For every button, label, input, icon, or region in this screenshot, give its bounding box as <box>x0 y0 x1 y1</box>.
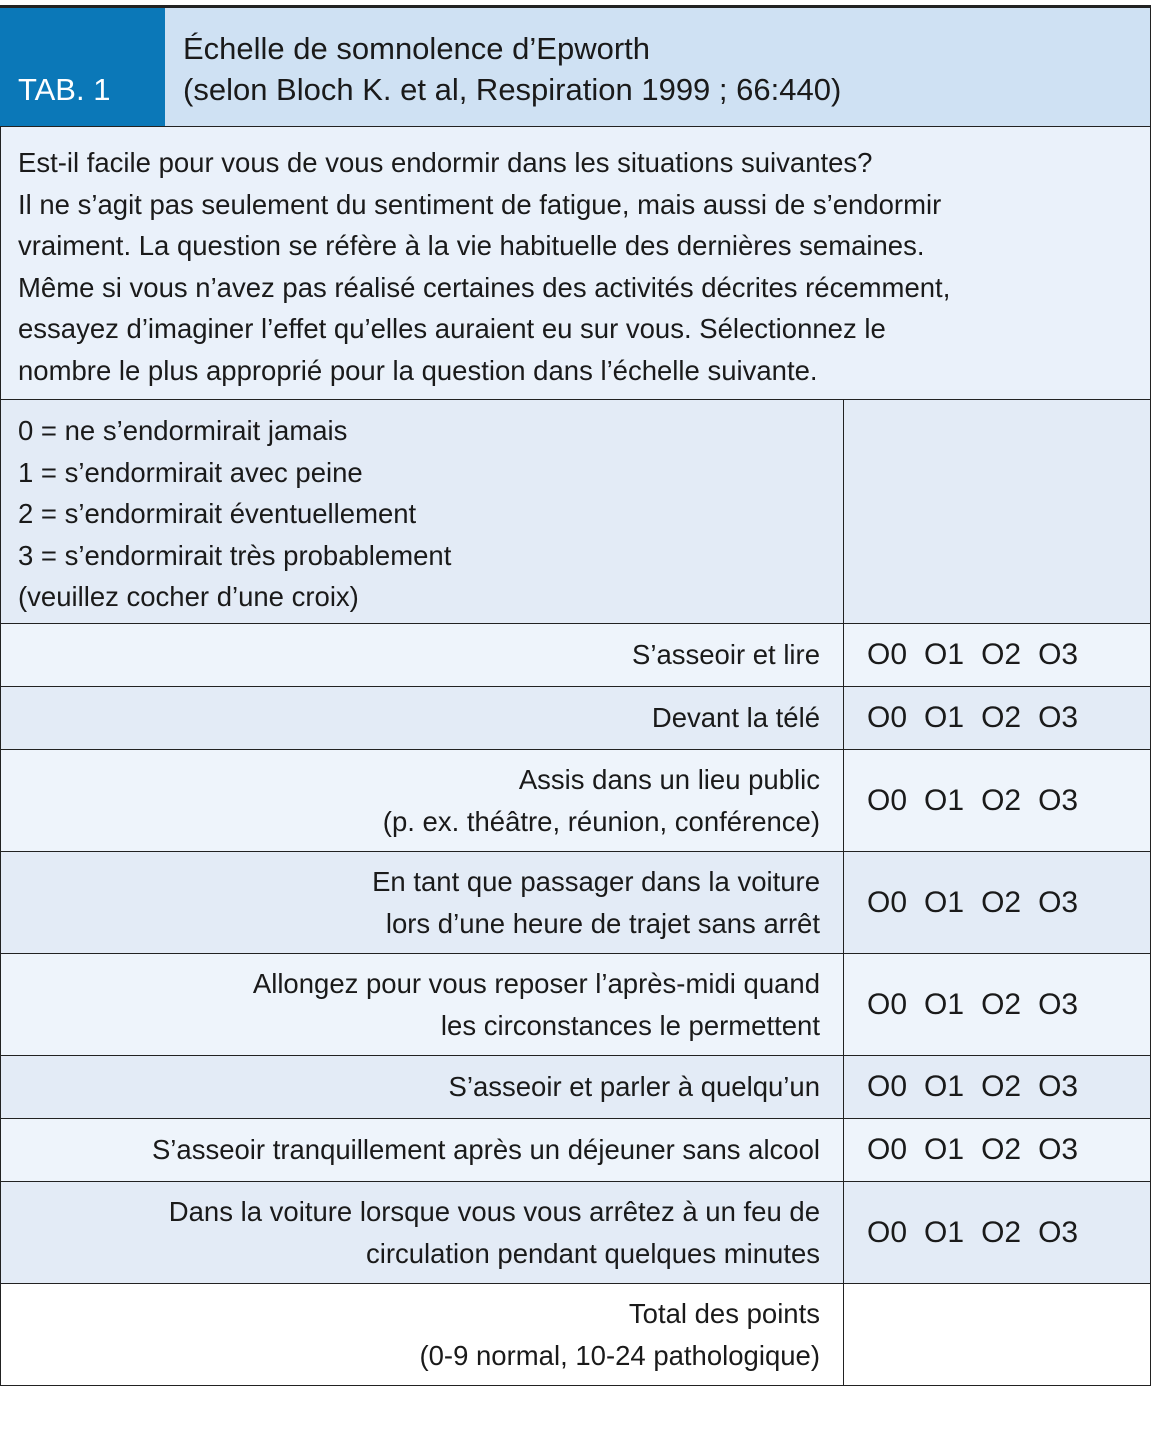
instruction-line: vraiment. La question se réfère à la vie habituelle des dernières semaines. <box>18 230 925 261</box>
rating-option-2[interactable]: O2 <box>981 638 1022 671</box>
situation-row <box>0 954 1151 1056</box>
instruction-line: nombre le plus approprié pour la question dans l’échelle suivante. <box>18 354 818 386</box>
rating-option-3[interactable]: O3 <box>1038 638 1079 671</box>
total-input-cell[interactable] <box>844 1284 1150 1385</box>
situation-row <box>0 1119 1151 1182</box>
title-line: Échelle de somnolence d’Epworth <box>183 31 650 66</box>
rating-option-2[interactable]: O2 <box>981 1133 1022 1166</box>
rating-option-3[interactable]: O3 <box>1038 987 1079 1021</box>
situation-rows <box>0 624 1151 1284</box>
rating-option-0[interactable]: O0 <box>867 1133 908 1166</box>
rating-options-cell <box>844 852 1150 953</box>
rating-option-1[interactable]: O1 <box>924 885 965 919</box>
situation-label: S’asseoir et parler à quelqu’un <box>448 1071 820 1103</box>
situation-row <box>0 624 1151 687</box>
situation-label: S’asseoir tranquillement après un déjeuner sans alcool <box>151 1134 820 1166</box>
instruction-line: Est-il facile pour vous de vous endormir dans les situations suivantes? <box>18 147 873 178</box>
situation-label: Devant la télé <box>651 702 820 734</box>
rating-option-3[interactable]: O3 <box>1038 701 1079 734</box>
rating-option-3[interactable]: O3 <box>1038 885 1079 919</box>
instructions-block <box>0 127 1151 400</box>
scale-empty-cell <box>844 400 1150 623</box>
rating-option-1[interactable]: O1 <box>924 701 965 734</box>
scale-item: 3 = s’endormirait très probablement <box>18 539 452 571</box>
scale-note: (veuillez cocher d’une croix) <box>18 581 359 612</box>
total-label: Total des points <box>628 1298 820 1329</box>
epworth-table <box>0 5 1151 1386</box>
situation-label-cell <box>1 1119 844 1181</box>
rating-option-1[interactable]: O1 <box>924 1133 965 1166</box>
situation-label: S’asseoir et lire <box>632 639 820 671</box>
scale-legend-row <box>0 400 1151 624</box>
situation-row <box>0 687 1151 750</box>
situation-label: circulation pendant quelques minutes <box>365 1237 820 1269</box>
instruction-line: Il ne s’agit pas seulement du sentiment de fatigue, mais aussi de s’endormir <box>18 188 942 220</box>
instruction-line: Même si vous n’avez pas réalisé certaines des activités décrites récemment, <box>18 271 951 303</box>
rating-option-1[interactable]: O1 <box>924 1070 965 1103</box>
title-source-line: (selon Bloch K. et al, Respiration 1999 ; 66:440) <box>183 72 842 107</box>
situation-row <box>0 750 1151 852</box>
rating-options-cell <box>844 624 1150 686</box>
rating-option-0[interactable]: O0 <box>867 783 908 817</box>
total-label-cell <box>1 1284 844 1385</box>
rating-options-cell <box>844 1182 1150 1283</box>
situation-label: Assis dans un lieu public <box>518 764 820 795</box>
rating-option-2[interactable]: O2 <box>981 701 1022 734</box>
table-header <box>0 5 1151 127</box>
rating-option-0[interactable]: O0 <box>867 701 908 734</box>
situation-label-cell <box>1 1056 844 1118</box>
rating-options-cell <box>844 687 1150 749</box>
rating-option-3[interactable]: O3 <box>1038 1133 1079 1166</box>
rating-option-0[interactable]: O0 <box>867 987 908 1021</box>
situation-label: Allongez pour vous reposer l’après-midi quand <box>252 968 820 999</box>
rating-option-2[interactable]: O2 <box>981 783 1022 817</box>
situation-label-cell <box>1 1182 844 1283</box>
rating-options-cell <box>844 1056 1150 1118</box>
rating-option-0[interactable]: O0 <box>867 1070 908 1103</box>
rating-option-1[interactable]: O1 <box>924 783 965 817</box>
rating-option-2[interactable]: O2 <box>981 987 1022 1021</box>
rating-option-1[interactable]: O1 <box>924 1215 965 1249</box>
rating-option-2[interactable]: O2 <box>981 885 1022 919</box>
situation-label-cell <box>1 624 844 686</box>
scale-item: 2 = s’endormirait éventuellement <box>18 498 417 529</box>
total-note: (0-9 normal, 10-24 pathologique) <box>419 1339 820 1371</box>
rating-option-2[interactable]: O2 <box>981 1215 1022 1249</box>
rating-option-0[interactable]: O0 <box>867 885 908 919</box>
situation-label-cell <box>1 852 844 953</box>
total-row <box>0 1284 1151 1386</box>
rating-option-1[interactable]: O1 <box>924 638 965 671</box>
rating-options-cell <box>844 750 1150 851</box>
situation-label: lors d’une heure de trajet sans arrêt <box>385 907 820 939</box>
rating-option-3[interactable]: O3 <box>1038 1070 1079 1103</box>
situation-label-cell <box>1 954 844 1055</box>
scale-item: 1 = s’endormirait avec peine <box>18 456 363 488</box>
situation-row <box>0 1182 1151 1284</box>
scale-item: 0 = ne s’endormirait jamais <box>18 415 348 446</box>
rating-options-cell <box>844 954 1150 1055</box>
scale-legend <box>1 400 844 623</box>
situation-row <box>0 1056 1151 1119</box>
rating-option-0[interactable]: O0 <box>867 638 908 671</box>
situation-label: En tant que passager dans la voiture <box>372 866 820 897</box>
situation-row <box>0 852 1151 954</box>
rating-option-2[interactable]: O2 <box>981 1070 1022 1103</box>
rating-options-cell <box>844 1119 1150 1181</box>
table-title <box>165 8 1151 126</box>
instruction-line: essayez d’imaginer l’effet qu’elles auraient eu sur vous. Sélectionnez le <box>18 313 886 344</box>
situation-label: (p. ex. théâtre, réunion, conférence) <box>382 805 820 837</box>
rating-option-3[interactable]: O3 <box>1038 1215 1079 1249</box>
rating-option-0[interactable]: O0 <box>867 1215 908 1249</box>
situation-label: Dans la voiture lorsque vous vous arrêtez à un feu de <box>168 1196 820 1227</box>
situation-label: les circonstances le permettent <box>440 1009 820 1041</box>
situation-label-cell <box>1 687 844 749</box>
rating-option-3[interactable]: O3 <box>1038 783 1079 817</box>
table-number-badge: TAB. 1 <box>0 8 165 126</box>
situation-label-cell <box>1 750 844 851</box>
rating-option-1[interactable]: O1 <box>924 987 965 1021</box>
